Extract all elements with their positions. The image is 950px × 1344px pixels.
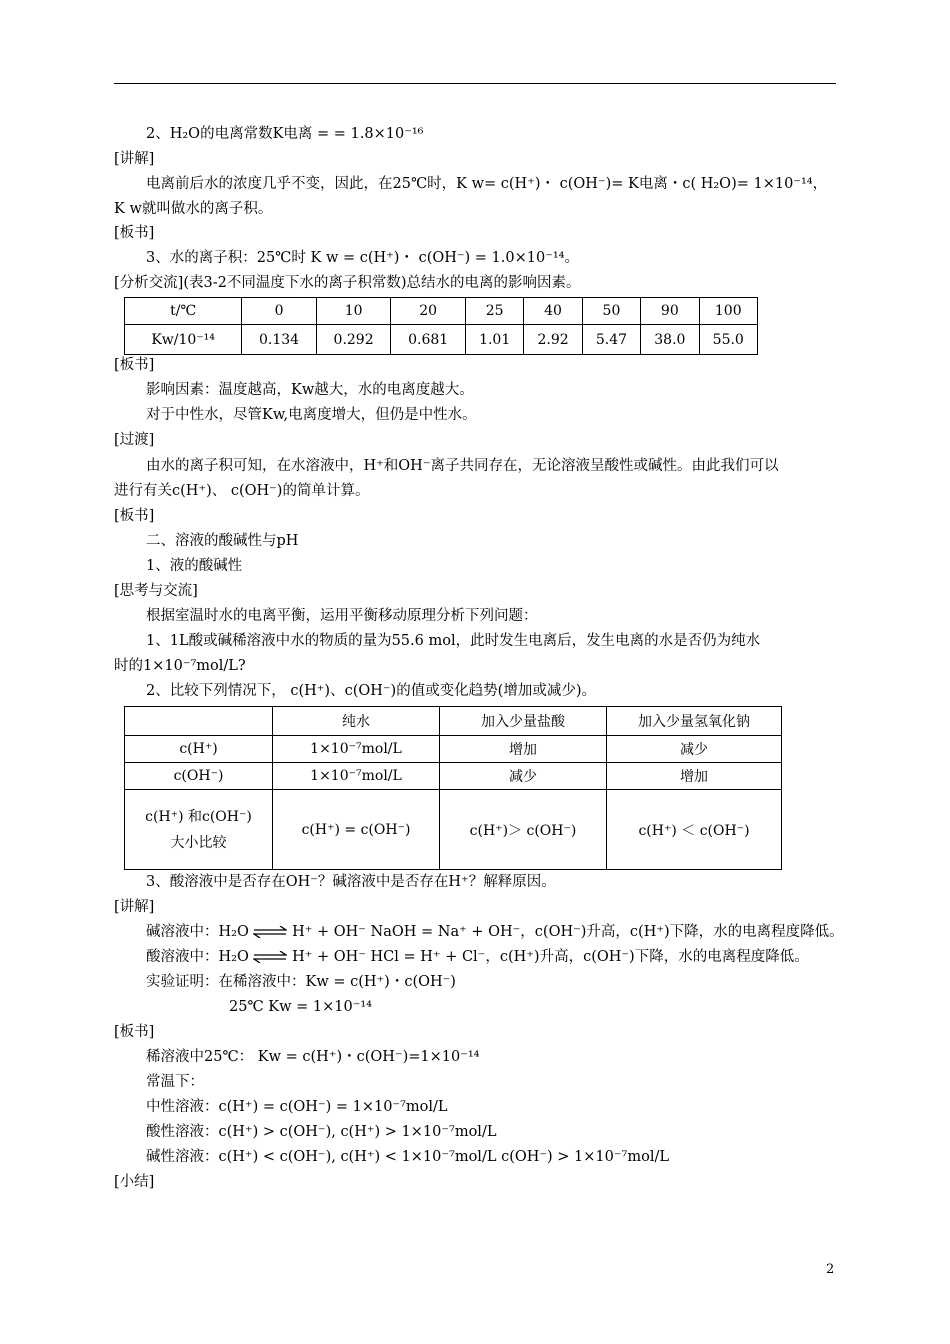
cell: 减少 — [440, 763, 607, 790]
line-31: 中性溶液：c(H⁺) = c(OH⁻) = 1×10⁻⁷mol/L — [146, 1099, 448, 1115]
cell: 0.134 — [242, 325, 317, 355]
cell — [125, 707, 273, 736]
line-33: 碱性溶液：c(H⁺) < c(OH⁻), c(H⁺) < 1×10⁻⁷mol/L c(OH⁻) > 1×10⁻⁷mol/L — [146, 1149, 669, 1165]
cell: 90 — [641, 298, 699, 325]
cell: c(OH⁻) — [125, 763, 273, 790]
line-2: [讲解] — [114, 151, 155, 167]
cell: 1×10⁻⁷mol/L — [273, 736, 440, 763]
cell: 纯水 — [273, 707, 440, 736]
line-27: 25℃ Kw = 1×10⁻¹⁴ — [229, 999, 372, 1015]
cell: 2.92 — [524, 325, 582, 355]
line-29: 稀溶液中25℃： Kw = c(H⁺)・c(OH⁻)=1×10⁻¹⁴ — [146, 1049, 480, 1065]
line-3: 电离前后水的浓度几乎不变，因此，在25℃时，K w= c(H⁺)・ c(OH⁻)= K电离・c( H₂O)= 1×10⁻¹⁴， — [146, 176, 828, 192]
line-23: [讲解] — [114, 899, 155, 915]
line-8: [板书] — [114, 357, 155, 373]
cell: 25 — [465, 298, 523, 325]
line-26: 实验证明：在稀溶液中：Kw = c(H⁺)・c(OH⁻) — [146, 974, 456, 990]
line-12: 由水的离子积可知，在水溶液中，H⁺和OH⁻离子共同存在，无论溶液呈酸性或碱性。由此我们可以 — [146, 458, 779, 474]
cell: 0.681 — [391, 325, 466, 355]
line-24-lhs: 碱溶液中：H₂O — [146, 924, 249, 940]
line-1: 2、H₂O的电离常数K电离 = = 1.8×10⁻¹⁶ — [146, 126, 424, 142]
cell: 加入少量氢氧化钠 — [607, 707, 782, 736]
cell: t/℃ — [125, 298, 242, 325]
line-13: 进行有关c(H⁺)、 c(OH⁻)的简单计算。 — [114, 483, 370, 499]
header-rule — [114, 83, 836, 84]
compare-label-2: 大小比较 — [170, 834, 227, 851]
line-22: 3、酸溶液中是否存在OH⁻？碱溶液中是否存在H⁺？解释原因。 — [146, 874, 556, 890]
line-5: [板书] — [114, 225, 155, 241]
line-28: [板书] — [114, 1024, 155, 1040]
cell: 增加 — [440, 736, 607, 763]
cell: 0.292 — [316, 325, 391, 355]
cell: 加入少量盐酸 — [440, 707, 607, 736]
equilibrium-arrow-icon — [253, 926, 287, 938]
cell: c(H⁺) ＜ c(OH⁻) — [607, 790, 782, 870]
cell: 0 — [242, 298, 317, 325]
cell: 减少 — [607, 736, 782, 763]
line-20: 时的1×10⁻⁷mol/L? — [114, 658, 246, 674]
cell — [125, 790, 273, 870]
cell: 10 — [316, 298, 391, 325]
line-32: 酸性溶液：c(H⁺) > c(OH⁻), c(H⁺) > 1×10⁻⁷mol/L — [146, 1124, 497, 1140]
line-21: 2、比较下列情况下， c(H⁺)、c(OH⁻)的值或变化趋势(增加或减少)。 — [146, 683, 597, 699]
line-30: 常温下： — [146, 1074, 204, 1090]
line-6: 3、水的离子积：25℃时 K w = c(H⁺)・ c(OH⁻) = 1.0×10⁻¹⁴。 — [146, 250, 579, 266]
line-11: [过渡] — [114, 432, 155, 448]
cell: 55.0 — [699, 325, 757, 355]
cell: 50 — [582, 298, 640, 325]
equilibrium-arrow-icon — [253, 951, 287, 963]
line-19: 1、1L酸或碱稀溶液中水的物质的量为55.6 mol，此时发生电离后，发生电离的水是否仍为纯水 — [146, 633, 761, 649]
line-25 — [146, 947, 809, 967]
cell: 100 — [699, 298, 757, 325]
kw-temperature-table — [124, 297, 758, 355]
cell: c(H⁺) — [125, 736, 273, 763]
line-18: 根据室温时水的电离平衡，运用平衡移动原理分析下列问题： — [146, 608, 538, 624]
cell: 20 — [391, 298, 466, 325]
cell: 增加 — [607, 763, 782, 790]
line-25-rhs: H⁺ + OH⁻ HCl = H⁺ + Cl⁻，c(H⁺)升高，c(OH⁻)下降，水的电离程度降低。 — [292, 949, 809, 965]
cell: 38.0 — [641, 325, 699, 355]
cell: 5.47 — [582, 325, 640, 355]
cell: 1×10⁻⁷mol/L — [273, 763, 440, 790]
line-25-lhs: 酸溶液中：H₂O — [146, 949, 249, 965]
comparison-table — [124, 706, 782, 870]
page-number: 2 — [826, 1262, 835, 1277]
line-24-rhs: H⁺ + OH⁻ NaOH = Na⁺ + OH⁻，c(OH⁻)升高，c(H⁺)下降，水的电离程度降低。 — [292, 924, 844, 940]
line-14: [板书] — [114, 508, 155, 524]
line-15: 二、溶液的酸碱性与pH — [146, 533, 299, 549]
line-10: 对于中性水，尽管Kw,电离度增大，但仍是中性水。 — [146, 407, 477, 423]
line-16: 1、液的酸碱性 — [146, 558, 243, 574]
line-17: [思考与交流] — [114, 583, 198, 599]
cell: c(H⁺) = c(OH⁻) — [273, 790, 440, 870]
cell: 40 — [524, 298, 582, 325]
line-24 — [146, 922, 844, 942]
line-9: 影响因素：温度越高，Kw越大，水的电离度越大。 — [146, 382, 474, 398]
cell: Kw/10⁻¹⁴ — [125, 325, 242, 355]
cell: 1.01 — [465, 325, 523, 355]
compare-label-1: c(H⁺) 和c(OH⁻) — [145, 808, 252, 825]
line-4: K w就叫做水的离子积。 — [114, 201, 273, 217]
line-34: [小结] — [114, 1174, 155, 1190]
line-7: [分析交流](表3-2不同温度下水的离子积常数)总结水的电离的影响因素。 — [114, 275, 581, 291]
cell: c(H⁺)＞ c(OH⁻) — [440, 790, 607, 870]
